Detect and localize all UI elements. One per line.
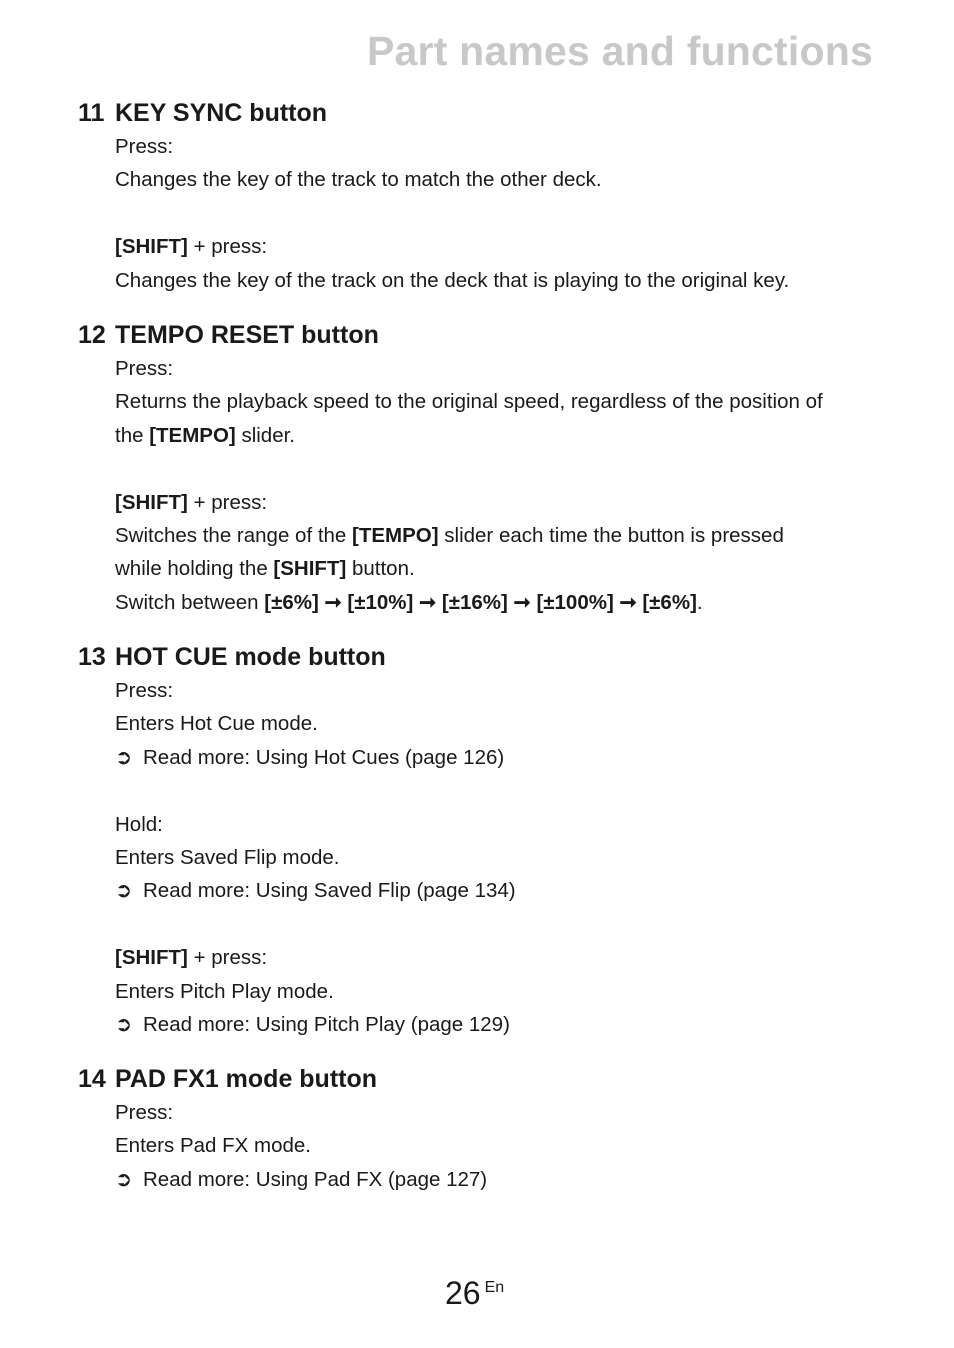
range-sequence: [115, 586, 823, 619]
text-run: slider.: [235, 423, 295, 447]
text-run: while holding the: [115, 557, 274, 581]
reference-arrow-icon: ➲: [115, 1013, 133, 1037]
arrow-right-icon: ➞: [613, 590, 643, 614]
hold-label: Hold:: [115, 812, 163, 836]
shift-press-label: [115, 486, 823, 519]
read-more-text: Read more: Using Pad FX (page 127): [143, 1167, 488, 1191]
read-more-link[interactable]: [115, 741, 516, 774]
section-number: 11: [78, 99, 105, 127]
section-number: 12: [78, 321, 106, 349]
shift-press-description: Enters Pitch Play mode.: [115, 979, 334, 1003]
reference-arrow-icon: ➲: [115, 745, 133, 769]
text-run: the: [115, 423, 150, 447]
section-number: 13: [78, 643, 106, 671]
tempo-key: [TEMPO]: [149, 423, 236, 447]
read-more-link[interactable]: [115, 1163, 487, 1196]
arrow-right-icon: ➞: [318, 590, 348, 614]
range-value: [±16%]: [441, 590, 508, 614]
text-run: Switch between: [115, 590, 265, 614]
shift-description-line-1: [115, 519, 823, 552]
press-description-line-2: [115, 419, 823, 452]
section-title: KEY SYNC button: [115, 99, 328, 127]
tempo-key: [TEMPO]: [352, 524, 439, 548]
range-value: [±10%]: [347, 590, 414, 614]
press-label: Press:: [115, 1101, 174, 1124]
section-heading: [78, 96, 789, 130]
section-hot-cue: [78, 640, 516, 1041]
press-label: Press:: [115, 679, 174, 702]
shift-key: [SHIFT]: [273, 557, 347, 581]
shift-press-label: [115, 230, 789, 263]
hold-description: Enters Saved Flip mode.: [115, 846, 340, 870]
section-heading: [78, 1062, 487, 1096]
section-heading: [78, 318, 823, 352]
page-footer: [445, 1275, 504, 1312]
plus-press: + press:: [187, 946, 268, 970]
press-description-line-1: Returns the playback speed to the original speed, regardless of the position of: [115, 390, 823, 414]
page-number: 26: [445, 1275, 481, 1311]
plus-press: + press:: [187, 490, 268, 514]
arrow-right-icon: ➞: [507, 590, 537, 614]
read-more-link[interactable]: [115, 1008, 516, 1041]
section-heading: [78, 640, 516, 674]
section-title: PAD FX1 mode button: [115, 1065, 378, 1093]
shift-key: [SHIFT]: [115, 235, 188, 259]
press-description: Enters Pad FX mode.: [115, 1134, 311, 1158]
section-title: HOT CUE mode button: [115, 643, 386, 671]
page-language: En: [484, 1279, 505, 1296]
shift-description-line-2: [115, 552, 823, 585]
section-title: TEMPO RESET button: [115, 321, 379, 349]
range-value: [±6%]: [642, 590, 697, 614]
range-value: [±6%]: [264, 590, 319, 614]
press-label: Press:: [115, 357, 174, 380]
shift-key: [SHIFT]: [115, 946, 188, 970]
text-run: .: [696, 590, 703, 614]
plus-press: + press:: [187, 235, 268, 259]
text-run: slider each time the button is pressed: [438, 524, 784, 548]
section-number: 14: [78, 1065, 106, 1093]
read-more-link[interactable]: [115, 874, 516, 907]
reference-arrow-icon: ➲: [115, 879, 133, 903]
press-description: Changes the key of the track to match the other deck.: [115, 168, 602, 192]
section-pad-fx1: [78, 1062, 487, 1196]
reference-arrow-icon: ➲: [115, 1167, 133, 1191]
shift-press-label: [115, 941, 516, 974]
press-description: Enters Hot Cue mode.: [115, 712, 318, 736]
read-more-text: Read more: Using Hot Cues (page 126): [143, 745, 505, 769]
section-key-sync: [78, 96, 789, 297]
text-run: Switches the range of the: [115, 524, 353, 548]
arrow-right-icon: ➞: [413, 590, 442, 614]
shift-press-description: Changes the key of the track on the deck that is playing to the original key.: [115, 268, 790, 292]
range-value: [±100%]: [536, 590, 614, 614]
press-label: Press:: [115, 135, 174, 158]
read-more-text: Read more: Using Pitch Play (page 129): [143, 1013, 510, 1037]
shift-key: [SHIFT]: [115, 490, 188, 514]
page-title: Part names and functions: [366, 28, 873, 74]
section-tempo-reset: [78, 318, 823, 619]
text-run: button.: [346, 557, 415, 581]
read-more-text: Read more: Using Saved Flip (page 134): [143, 879, 516, 903]
